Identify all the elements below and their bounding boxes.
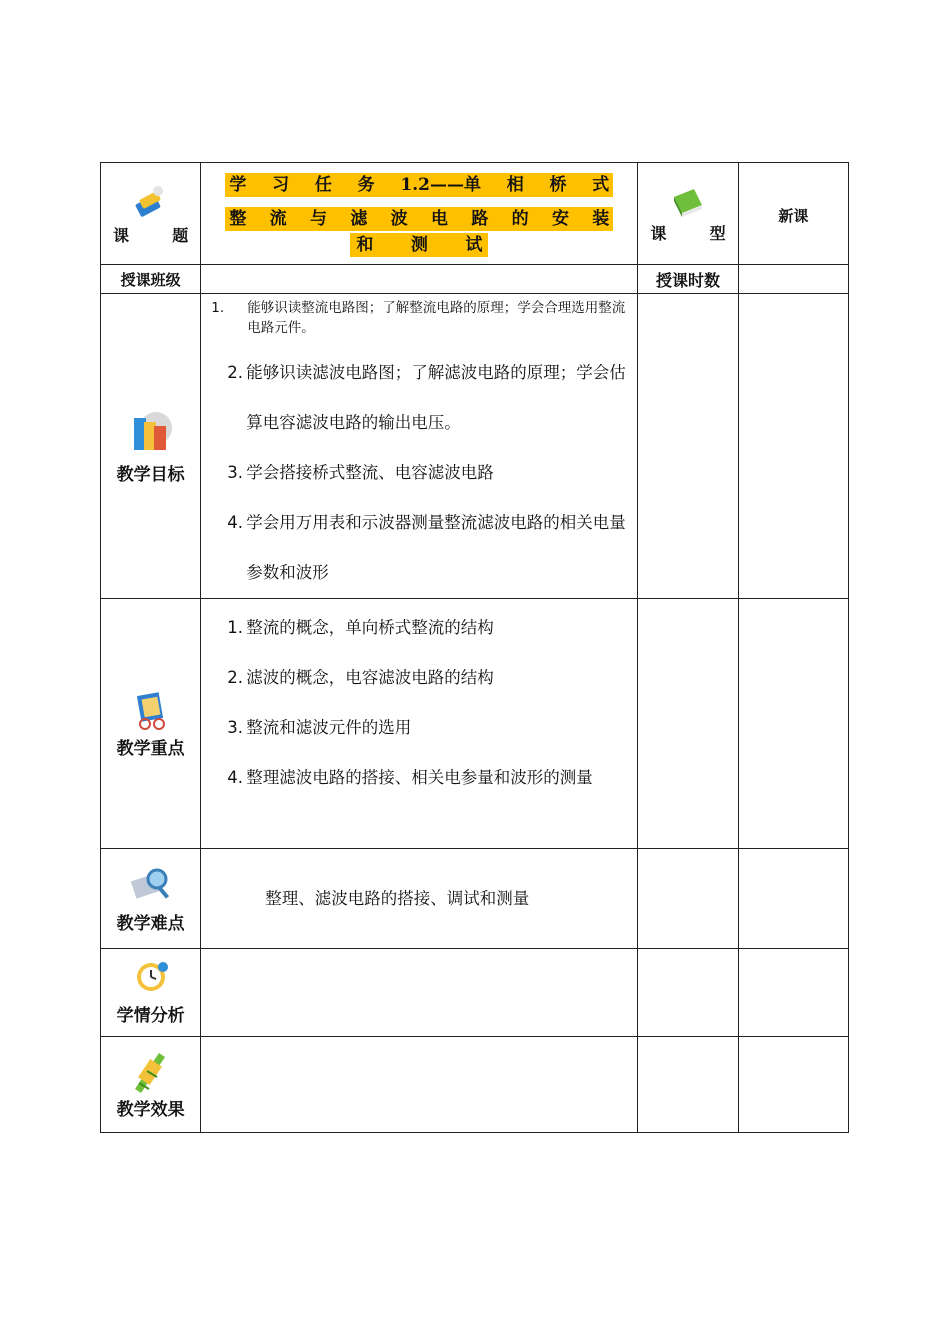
- type-label-char: 课: [650, 224, 667, 243]
- title-char: 整: [229, 208, 247, 229]
- focus-item: [207, 603, 631, 653]
- title-char: 和: [356, 234, 374, 255]
- goals-row: [101, 294, 849, 599]
- focus-num: 2.: [227, 668, 244, 687]
- goal-text: 能够识读滤波电路图；了解滤波电路的原理；学会估算电容滤波电路的输出电压。: [246, 363, 626, 432]
- magnifier-icon: [127, 863, 175, 907]
- green-book-icon: [668, 183, 708, 219]
- goal-num: 3.: [227, 463, 244, 482]
- lesson-title-line-3: [350, 233, 488, 257]
- focus-label-cell: [101, 599, 201, 849]
- lesson-plan-table: [100, 162, 849, 1133]
- lesson-title-line-2: [225, 207, 613, 231]
- title-char: 相: [506, 174, 524, 195]
- goals-label-cell: [101, 294, 201, 599]
- goals-label: 教学目标: [116, 464, 185, 485]
- goals-extra: [738, 294, 848, 599]
- goal-num: 1.: [211, 300, 225, 316]
- goal-item: [207, 348, 631, 448]
- focus-num: 3.: [227, 718, 244, 737]
- goal-item: [207, 448, 631, 498]
- analysis-content: [201, 949, 638, 1037]
- goals-hours: [638, 294, 738, 599]
- class-value: [201, 265, 638, 294]
- analysis-row: [101, 949, 849, 1037]
- notebook-glasses-icon: [129, 688, 173, 732]
- focus-text: 整流和滤波元件的选用: [246, 718, 412, 737]
- focus-text: 整流的概念，单向桥式整流的结构: [246, 618, 494, 637]
- title-char: 安: [551, 208, 569, 229]
- topic-label-char: 题: [172, 226, 189, 245]
- title-char: 波: [390, 208, 408, 229]
- focus-extra: [738, 599, 848, 849]
- focus-item: [207, 753, 631, 803]
- effect-label-cell: [101, 1037, 201, 1133]
- type-label-char: 型: [709, 224, 726, 243]
- title-char: 流: [269, 208, 287, 229]
- title-char: 任: [314, 174, 332, 195]
- analysis-extra: [738, 949, 848, 1037]
- difficulty-text: 整理、滤波电路的搭接、调试和测量: [201, 849, 638, 949]
- goal-num: 4.: [227, 513, 244, 532]
- title-char: 习: [272, 174, 290, 195]
- title-char: 装: [592, 208, 610, 229]
- ladder-icon: [129, 1049, 173, 1093]
- lesson-title-line-1: [225, 173, 613, 197]
- goal-text: 学会用万用表和示波器测量整流滤波电路的相关电量参数和波形: [246, 513, 626, 582]
- focus-row: [101, 599, 849, 849]
- title-char: 1.2——单: [400, 174, 481, 195]
- goal-text: 能够识读整流电路图；了解整流电路的原理；学会合理选用整流电路元件。: [247, 300, 626, 336]
- books-stack-icon: [126, 408, 176, 458]
- title-char: 滤: [350, 208, 368, 229]
- difficulty-hours: [638, 849, 738, 949]
- effect-extra: [738, 1037, 848, 1133]
- analysis-hours: [638, 949, 738, 1037]
- header-row: [101, 163, 849, 265]
- title-char: 试: [465, 234, 483, 255]
- book-icon: [131, 181, 171, 221]
- lesson-title-cell: [201, 163, 638, 265]
- class-row: [101, 265, 849, 294]
- effect-content: [201, 1037, 638, 1133]
- hours-label: 授课时数: [638, 265, 738, 294]
- title-char: 学: [229, 174, 247, 195]
- analysis-label: 学情分析: [116, 1006, 185, 1026]
- focus-item: [207, 703, 631, 753]
- class-label: 授课班级: [101, 265, 201, 294]
- title-char: 桥: [549, 174, 567, 195]
- difficulty-label: 教学难点: [116, 914, 185, 934]
- goal-item: [207, 298, 631, 338]
- title-char: 与: [310, 208, 327, 229]
- goal-text: 学会搭接桥式整流、电容滤波电路: [246, 463, 494, 482]
- clock-icon: [129, 959, 173, 999]
- title-char: 的: [511, 208, 529, 229]
- focus-label: 教学重点: [116, 739, 185, 759]
- topic-label-cell: [101, 163, 201, 265]
- effect-hours: [638, 1037, 738, 1133]
- focus-text: 滤波的概念，电容滤波电路的结构: [246, 668, 494, 687]
- goal-num: 2.: [227, 363, 244, 382]
- effect-label: 教学效果: [116, 1100, 185, 1120]
- focus-num: 4.: [227, 768, 244, 787]
- focus-item: [207, 653, 631, 703]
- title-char: 测: [410, 234, 428, 255]
- goal-item: [207, 498, 631, 598]
- type-label-cell: [638, 163, 738, 265]
- difficulty-label-cell: [101, 849, 201, 949]
- focus-hours: [638, 599, 738, 849]
- goals-content: [201, 294, 638, 599]
- topic-label-char: 课: [113, 226, 130, 245]
- title-char: 电: [430, 208, 448, 229]
- focus-content: [201, 599, 638, 849]
- focus-text: 整理滤波电路的搭接、相关电参量和波形的测量: [246, 768, 593, 787]
- effect-row: [101, 1037, 849, 1133]
- course-type-value: 新课: [738, 163, 848, 265]
- analysis-label-cell: [101, 949, 201, 1037]
- difficulty-extra: [738, 849, 848, 949]
- title-char: 路: [471, 208, 489, 229]
- difficulty-row: [101, 849, 849, 949]
- hours-value: [738, 265, 848, 294]
- title-char: 务: [357, 174, 375, 195]
- focus-num: 1.: [227, 618, 244, 637]
- title-char: 式: [592, 174, 610, 195]
